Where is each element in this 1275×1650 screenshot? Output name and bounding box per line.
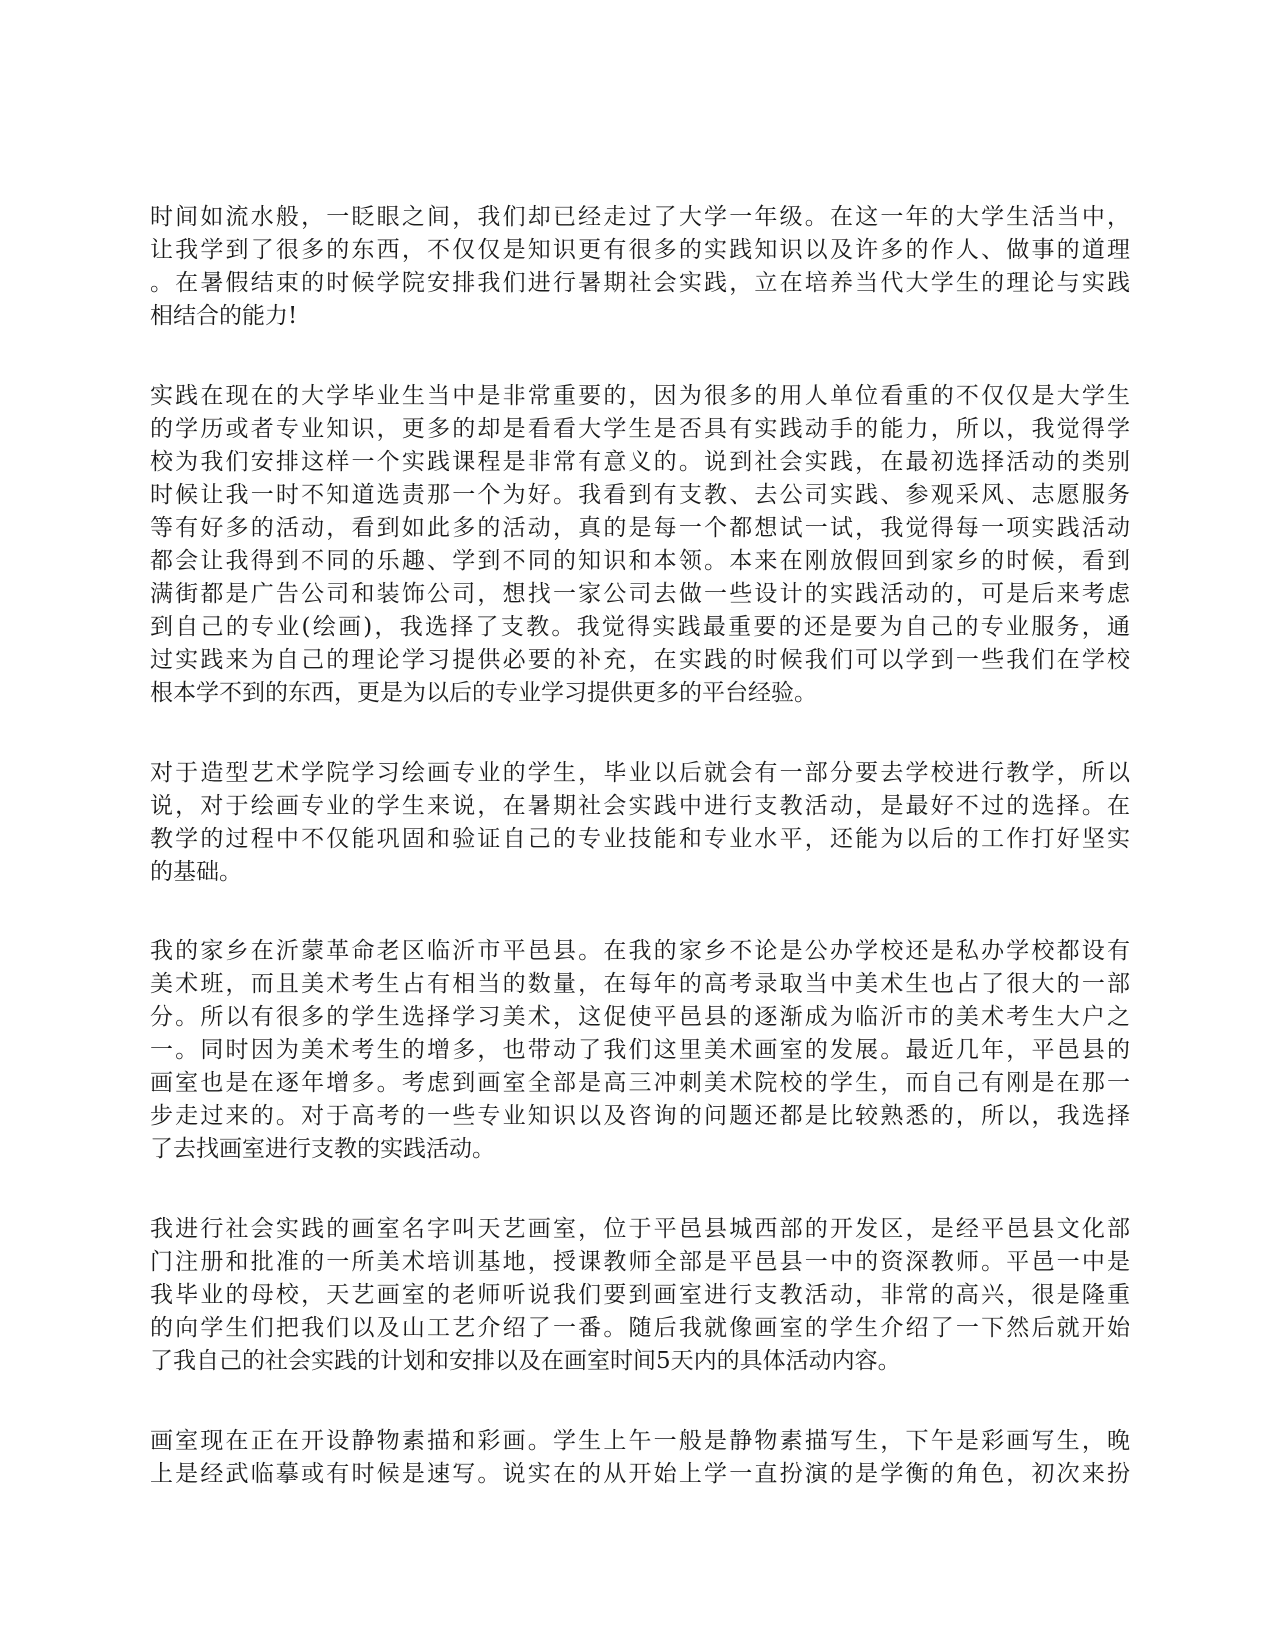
paragraph-line: 实践在现在的大学毕业生当中是非常重要的，因为很多的用人单位看重的不仅仅是大学生 [150, 383, 1130, 409]
paragraph-line: 教学的过程中不仅能巩固和验证自己的专业技能和专业水平，还能为以后的工作打好坚实 [150, 826, 1130, 852]
paragraph-5 [150, 1213, 1130, 1378]
paragraph-line: 的学历或者专业知识，更多的却是看看大学生是否具有实践动手的能力，所以，我觉得学 [150, 416, 1130, 442]
paragraph-line: 说，对于绘画专业的学生来说，在暑期社会实践中进行支教活动，是最好不过的选择。在 [150, 793, 1130, 819]
paragraph-line: 都会让我得到不同的乐趣、学到不同的知识和本领。本来在刚放假回到家乡的时候，看到 [150, 548, 1130, 574]
paragraph-line: 步走过来的。对于高考的一些专业知识以及咨询的问题还都是比较熟悉的，所以，我选择 [150, 1103, 1130, 1129]
paragraph-line: 上是经武临摹或有时候是速写。说实在的从开始上学一直扮演的是学衡的角色，初次来扮 [150, 1461, 1130, 1487]
paragraph-4 [150, 935, 1130, 1166]
paragraph-line: 的基础。 [150, 859, 242, 885]
paragraph-line: 。在暑假结束的时候学院安排我们进行暑期社会实践，立在培养当代大学生的理论与实践 [150, 270, 1130, 296]
paragraph-1 [150, 201, 1130, 333]
paragraph-line: 过实践来为自己的理论学习提供必要的补充，在实践的时候我们可以学到一些我们在学校 [150, 647, 1130, 673]
paragraph-line: 时间如流水般，一眨眼之间，我们却已经走过了大学一年级。在这一年的大学生活当中， [150, 204, 1130, 230]
paragraph-line: 时候让我一时不知道选责那一个为好。我看到有支教、去公司实践、参观采风、志愿服务 [150, 482, 1130, 508]
paragraph-line: 相结合的能力! [150, 303, 298, 329]
paragraph-line: 我的家乡在沂蒙革命老区临沂市平邑县。在我的家乡不论是公办学校还是私办学校都设有 [150, 938, 1130, 964]
paragraph-line: 我毕业的母校，天艺画室的老师听说我们要到画室进行支教活动，非常的高兴，很是隆重 [150, 1282, 1130, 1308]
paragraph-line: 根本学不到的东西，更是为以后的专业学习提供更多的平台经验。 [150, 680, 817, 706]
paragraph-line: 让我学到了很多的东西，不仅仅是知识更有很多的实践知识以及许多的作人、做事的道理 [150, 237, 1130, 263]
paragraph-line: 满街都是广告公司和装饰公司，想找一家公司去做一些设计的实践活动的，可是后来考虑 [150, 581, 1130, 607]
paragraph-line: 对于造型艺术学院学习绘画专业的学生，毕业以后就会有一部分要去学校进行教学，所以 [150, 760, 1130, 786]
paragraph-line: 画室现在正在开设静物素描和彩画。学生上午一般是静物素描写生，下午是彩画写生，晚 [150, 1428, 1130, 1454]
paragraph-line: 美术班，而且美术考生占有相当的数量，在每年的高考录取当中美术生也占了很大的一部 [150, 971, 1130, 997]
paragraph-line: 我进行社会实践的画室名字叫天艺画室，位于平邑县城西部的开发区，是经平邑县文化部 [150, 1216, 1130, 1242]
paragraph-line: 一。同时因为美术考生的增多，也带动了我们这里美术画室的发展。最近几年，平邑县的 [150, 1037, 1130, 1063]
paragraph-line: 校为我们安排这样一个实践课程是非常有意义的。说到社会实践，在最初选择活动的类别 [150, 449, 1130, 475]
paragraph-6 [150, 1425, 1130, 1491]
paragraph-line: 到自己的专业(绘画)，我选择了支教。我觉得实践最重要的还是要为自己的专业服务，通 [150, 614, 1130, 640]
paragraph-line: 了我自己的社会实践的计划和安排以及在画室时间5天内的具体活动内容。 [150, 1348, 901, 1374]
paragraph-line: 了去找画室进行支教的实践活动。 [150, 1136, 495, 1162]
paragraph-line: 等有好多的活动，看到如此多的活动，真的是每一个都想试一试，我觉得每一项实践活动 [150, 515, 1130, 541]
paragraph-2 [150, 380, 1130, 710]
paragraph-3 [150, 757, 1130, 889]
paragraph-line: 画室也是在逐年增多。考虑到画室全部是高三冲刺美术院校的学生，而自己有刚是在那一 [150, 1070, 1130, 1096]
paragraph-line: 的向学生们把我们以及山工艺介绍了一番。随后我就像画室的学生介绍了一下然后就开始 [150, 1315, 1130, 1341]
paragraph-line: 门注册和批准的一所美术培训基地，授课教师全部是平邑县一中的资深教师。平邑一中是 [150, 1249, 1130, 1275]
paragraph-line: 分。所以有很多的学生选择学习美术，这促使平邑县的逐渐成为临沂市的美术考生大户之 [150, 1004, 1130, 1030]
